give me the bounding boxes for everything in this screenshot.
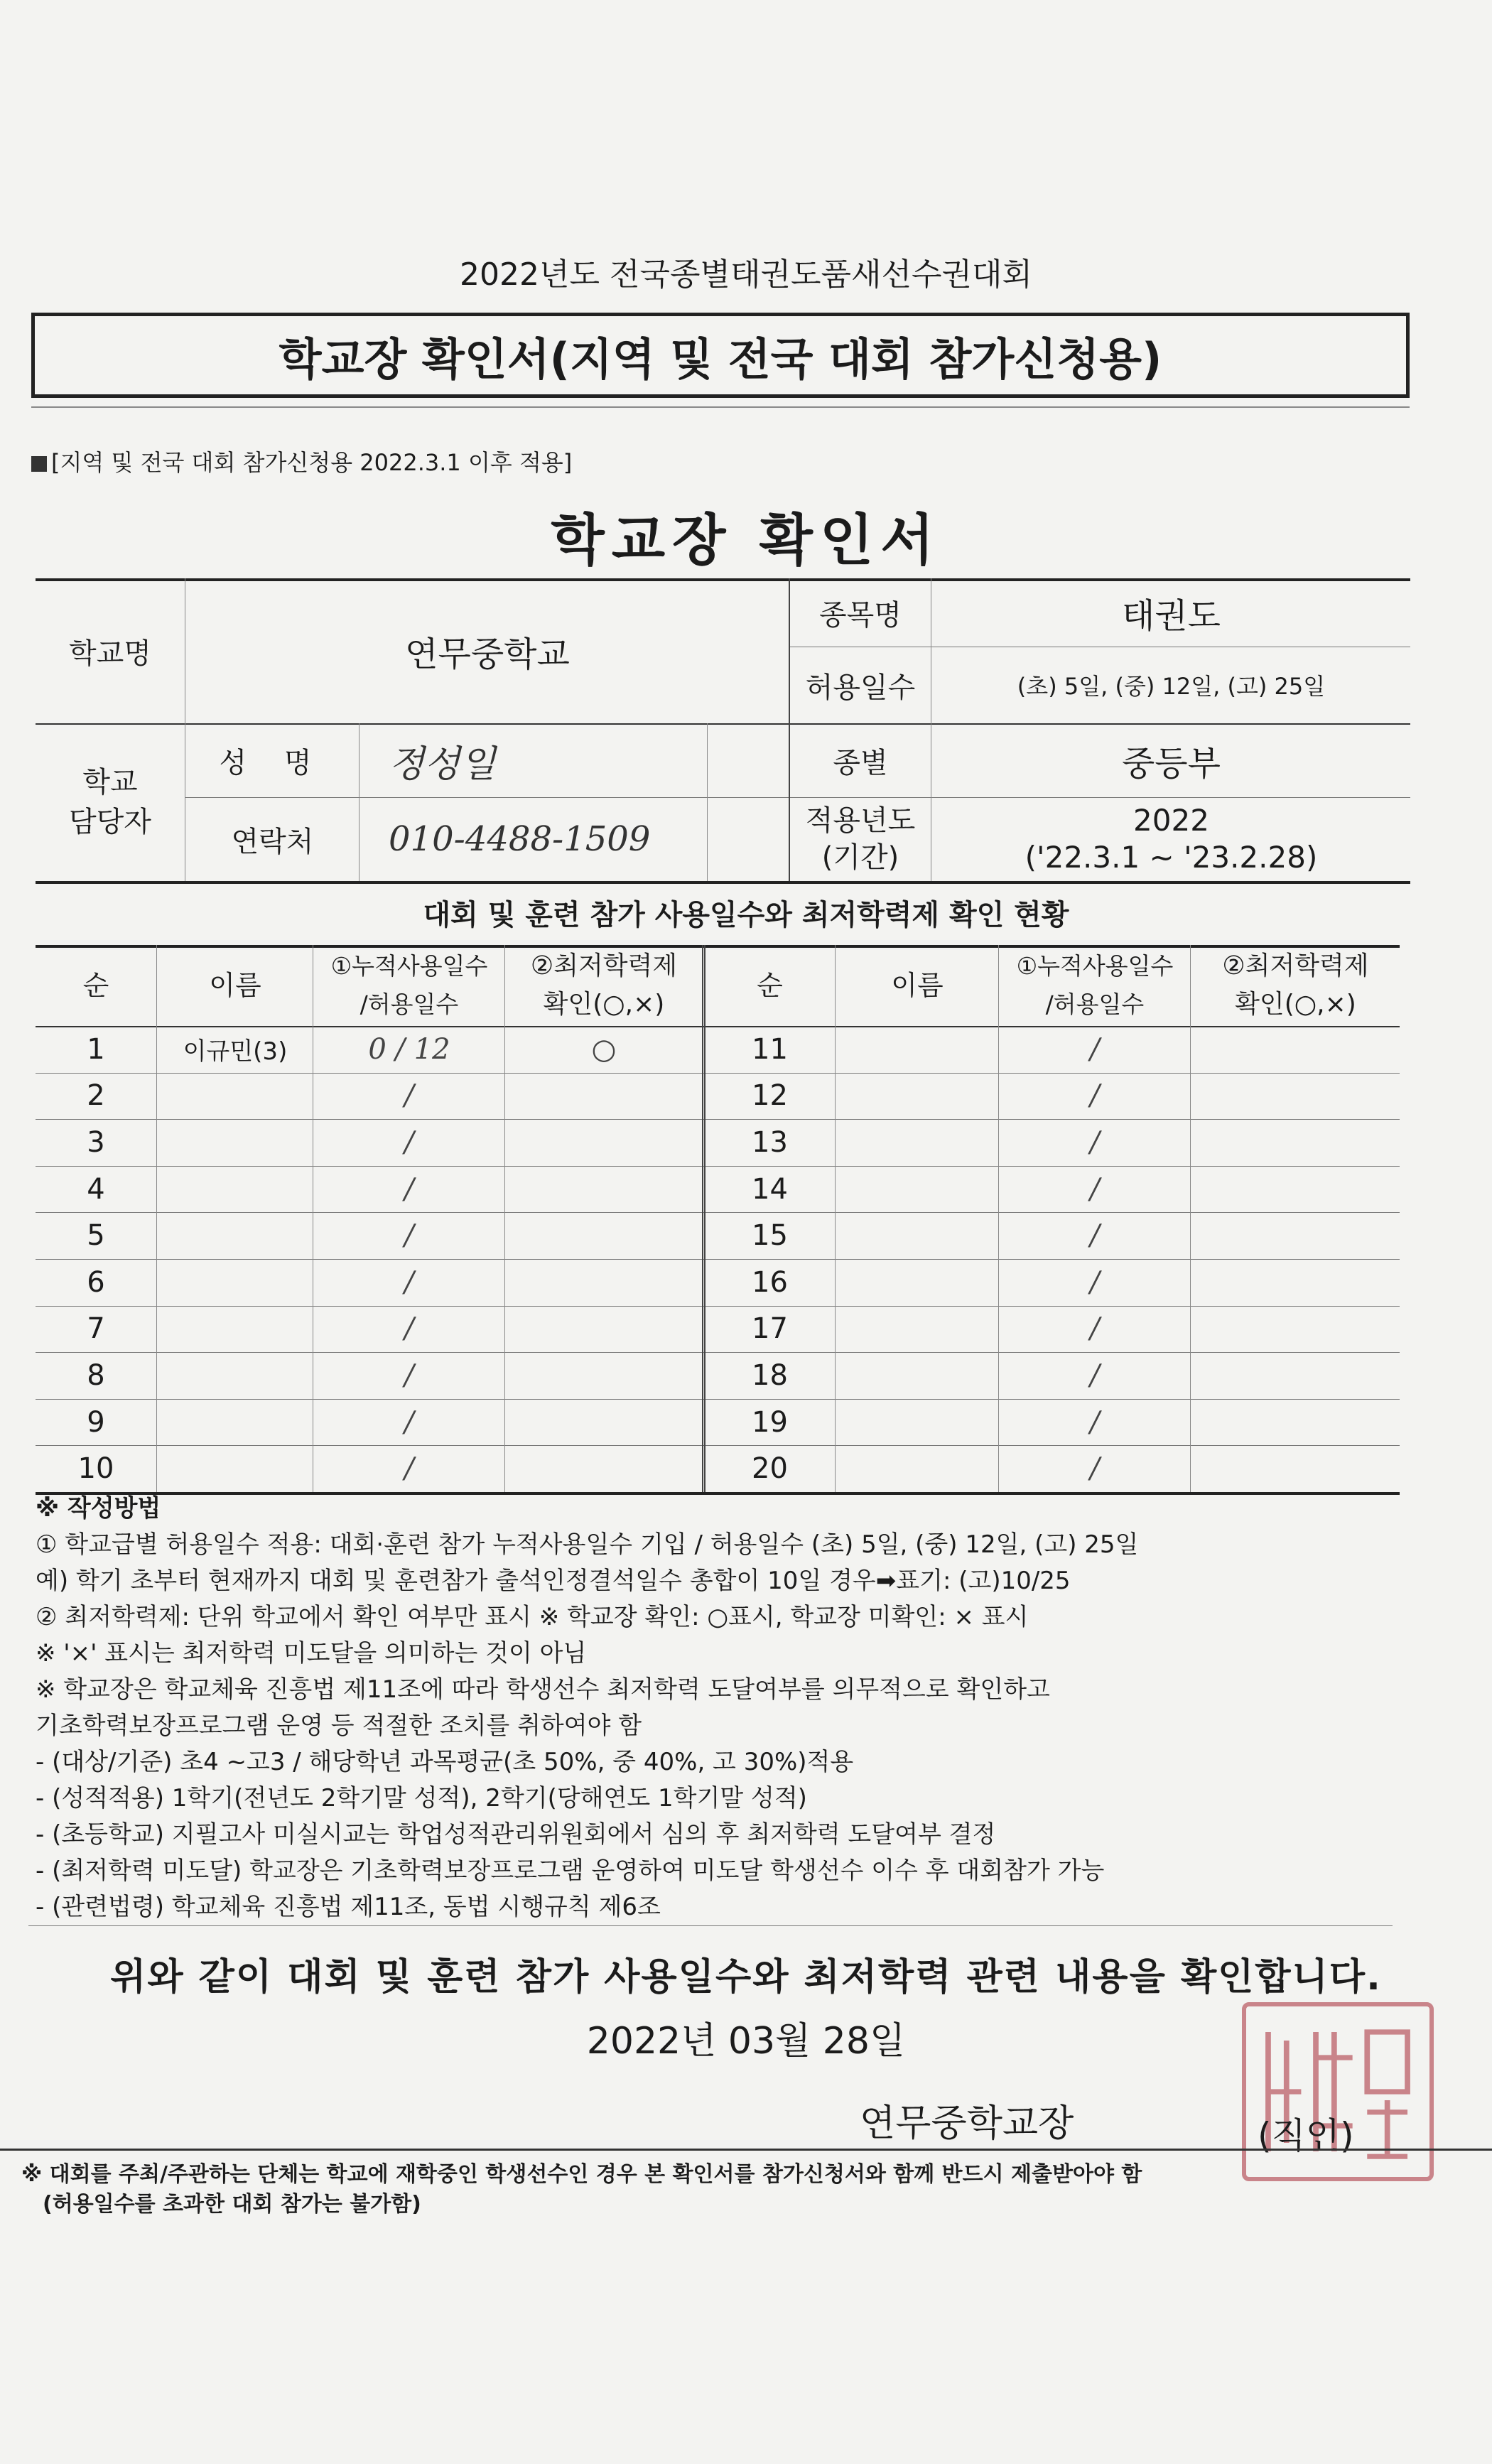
row-number: 8 <box>87 1358 105 1392</box>
student-name: 이규민(3) <box>183 1037 288 1066</box>
row-number: 7 <box>87 1312 105 1346</box>
contact-value: 010-4488-1509 <box>389 819 651 859</box>
student-name <box>836 1026 998 1073</box>
usage-days: / <box>404 1452 414 1486</box>
min-academic-check <box>506 1259 702 1306</box>
min-academic-check <box>1191 1166 1400 1213</box>
min-academic-check <box>506 1399 702 1446</box>
usage-days: / <box>404 1312 414 1346</box>
min-academic-check <box>506 1352 702 1399</box>
table-line <box>1190 945 1191 1492</box>
year-value: 2022 <box>1133 803 1209 838</box>
min-academic-check <box>506 1166 702 1213</box>
student-name <box>158 1352 313 1399</box>
row-number: 1 <box>87 1032 105 1066</box>
student-name <box>158 1073 313 1120</box>
usage-days: / <box>404 1079 414 1113</box>
usage-days: / <box>404 1219 414 1253</box>
footnote-line: ※ 대회를 주최/주관하는 단체는 학교에 재학중인 학생선수인 경우 본 확인서를 참가신청서와 함께 반드시 제출받아야 함 <box>21 2162 1142 2187</box>
instruction-line: 예) 학기 초부터 현재까지 대회 및 훈련참가 출석인정결석일수 총합이 10일 경우➡표기: (고)10/25 <box>36 1567 1071 1595</box>
min-academic-check <box>1191 1119 1400 1166</box>
student-name <box>836 1073 998 1120</box>
school-name-label: 학교명 <box>69 637 151 670</box>
row-number: 6 <box>87 1265 105 1299</box>
usage-days: / <box>404 1265 414 1299</box>
instructions-heading: ※ 작성방법 <box>36 1494 161 1523</box>
student-name <box>158 1166 313 1213</box>
usage-days: / <box>1090 1079 1100 1113</box>
principal-title: 연무중학교장 <box>860 2102 1074 2145</box>
student-name <box>158 1399 313 1446</box>
usage-days: / <box>404 1405 414 1439</box>
table-line <box>156 945 157 1492</box>
col-header-check: ②최저학력제 확인(○,×) <box>530 951 678 1019</box>
row-number: 16 <box>752 1265 788 1299</box>
manager-name-value: 정성일 <box>389 742 496 786</box>
student-name <box>836 1352 998 1399</box>
row-number: 20 <box>752 1452 788 1486</box>
col-header-days: ①누적사용일수 /허용일수 <box>1016 952 1174 1018</box>
col-header-no: 순 <box>82 970 109 1001</box>
min-academic-check <box>1191 1352 1400 1399</box>
min-academic-check <box>1191 1445 1400 1492</box>
table-line <box>998 945 999 1492</box>
min-academic-check: ○ <box>591 1032 617 1066</box>
student-name <box>836 1399 998 1446</box>
row-number: 14 <box>752 1172 788 1206</box>
allowed-days-value: (초) 5일, (중) 12일, (고) 25일 <box>1017 673 1326 700</box>
row-number: 12 <box>752 1079 788 1113</box>
instruction-line: 기초학력보장프로그램 운영 등 적절한 조치를 취하여야 함 <box>36 1712 642 1740</box>
grid-line <box>707 723 708 881</box>
instruction-line: - (대상/기준) 초4 ~고3 / 해당학년 과목평균(초 50%, 중 40%, 고 30%)적용 <box>36 1748 854 1776</box>
instruction-line: ※ 학교장은 학교체육 진흥법 제11조에 따라 학생선수 최저학력 도달여부를 의무적으로 확인하고 <box>36 1675 1050 1704</box>
confirmation-statement: 위와 같이 대회 및 훈련 참가 사용일수와 최저학력 관련 내용을 확인합니다. <box>110 1956 1382 1999</box>
student-name <box>158 1259 313 1306</box>
usage-days: / <box>1090 1219 1100 1253</box>
event-title: 2022년도 전국종별태권도품새선수권대회 <box>459 256 1033 293</box>
instruction-line: - (최저학력 미도달) 학교장은 기초학력보장프로그램 운영하여 미도달 학생선수 이수 후 대회참가 가능 <box>36 1857 1105 1885</box>
row-number: 3 <box>87 1125 105 1159</box>
issue-date: 2022년 03월 28일 <box>586 2020 906 2063</box>
grid-line <box>359 723 360 881</box>
student-name <box>836 1119 998 1166</box>
row-number: 10 <box>77 1452 114 1486</box>
row-number: 5 <box>87 1219 105 1253</box>
usage-days: / <box>1090 1452 1100 1486</box>
col-header-name: 이름 <box>891 970 944 1001</box>
instruction-line: - (초등학교) 지필고사 미실시교는 학업성적관리위원회에서 심의 후 최저학력 도달여부 결정 <box>36 1820 996 1849</box>
row-number: 9 <box>87 1405 105 1439</box>
min-academic-check <box>506 1212 702 1259</box>
instructions <box>36 1491 1464 1925</box>
school-name-value: 연무중학교 <box>405 634 570 674</box>
section-divider <box>28 1925 1393 1926</box>
student-name <box>836 1166 998 1213</box>
col-header-check: ②최저학력제 확인(○,×) <box>1222 951 1369 1019</box>
instruction-line: ① 학교급별 허용일수 적용: 대회·훈련 참가 누적사용일수 기입 / 허용일수 (초) 5일, (중) 12일, (고) 25일 <box>36 1530 1139 1559</box>
usage-days: / <box>1090 1312 1100 1346</box>
applicability-note: [지역 및 전국 대회 참가신청용 2022.3.1 이후 적용] <box>31 445 572 477</box>
min-academic-check <box>506 1445 702 1492</box>
min-academic-check <box>506 1119 702 1166</box>
col-header-no: 순 <box>757 970 783 1001</box>
table-caption: 대회 및 훈련 참가 사용일수와 최저학력제 확인 현황 <box>423 899 1069 931</box>
min-academic-check <box>1191 1259 1400 1306</box>
student-name <box>836 1306 998 1353</box>
row-number: 2 <box>87 1079 105 1113</box>
usage-days: / <box>1090 1265 1100 1299</box>
footnote-line: (허용일수를 초과한 대회 참가는 불가함) <box>43 2192 421 2217</box>
min-academic-check <box>1191 1212 1400 1259</box>
col-header-days: ①누적사용일수 /허용일수 <box>330 952 488 1018</box>
contact-label: 연락처 <box>231 825 314 858</box>
usage-days: / <box>1090 1125 1100 1159</box>
table-line <box>835 945 836 1492</box>
min-academic-check <box>506 1306 702 1353</box>
category-value: 중등부 <box>1121 743 1221 784</box>
event-label: 종목명 <box>819 598 902 632</box>
row-number: 19 <box>752 1405 788 1439</box>
manager-label: 학교 담당자 <box>69 766 151 838</box>
row-number: 4 <box>87 1172 105 1206</box>
min-academic-check <box>1191 1026 1400 1073</box>
student-name <box>158 1306 313 1353</box>
main-heading: 학교장 확인서 <box>551 509 941 573</box>
allowed-days-label: 허용일수 <box>805 671 916 704</box>
usage-days: / <box>1090 1405 1100 1439</box>
min-academic-check <box>1191 1306 1400 1353</box>
manager-name-label: 성 명 <box>219 746 326 779</box>
square-bullet-icon <box>31 456 47 472</box>
instruction-line: - (성적적용) 1학기(전년도 2학기말 성적), 2학기(당해연도 1학기말 성적) <box>36 1784 807 1812</box>
seal-label: (직인) <box>1258 2115 1354 2156</box>
footer-divider <box>0 2149 1492 2151</box>
min-academic-check <box>506 1073 702 1120</box>
row-number: 18 <box>752 1358 788 1392</box>
instruction-line: ② 최저학력제: 단위 학교에서 확인 여부만 표시 ※ 학교장 확인: ○표시, 학교장 미확인: × 표시 <box>36 1603 1029 1631</box>
year-label: 적용년도 (기간) <box>805 804 916 874</box>
usage-days: / <box>404 1125 414 1159</box>
student-name <box>158 1445 313 1492</box>
category-label: 종별 <box>833 746 888 779</box>
year-period: ('22.3.1 ~ '23.2.28) <box>1025 840 1318 875</box>
row-number: 11 <box>752 1032 788 1066</box>
grid-line <box>36 881 1410 884</box>
usage-days: / <box>1090 1358 1100 1392</box>
usage-days: / <box>404 1358 414 1392</box>
form-title-box: 학교장 확인서(지역 및 전국 대회 참가신청용) <box>31 313 1410 398</box>
row-number: 15 <box>752 1219 788 1253</box>
min-academic-check <box>1191 1399 1400 1446</box>
student-name <box>836 1259 998 1306</box>
student-name <box>158 1212 313 1259</box>
student-name <box>836 1212 998 1259</box>
table-line <box>504 945 505 1492</box>
event-value: 태권도 <box>1121 595 1221 636</box>
year-cell <box>932 797 1410 881</box>
min-academic-check <box>1191 1073 1400 1120</box>
footnote <box>21 2160 1478 2220</box>
instruction-line: ※ '×' 표시는 최저학력 미도달을 의미하는 것이 아님 <box>36 1639 587 1668</box>
row-number: 17 <box>752 1312 788 1346</box>
student-name <box>158 1119 313 1166</box>
row-number: 13 <box>752 1125 788 1159</box>
student-name <box>836 1445 998 1492</box>
instruction-line: - (관련법령) 학교체육 진흥법 제11조, 동법 시행규칙 제6조 <box>36 1893 661 1921</box>
usage-days: / <box>404 1172 414 1206</box>
title-divider <box>31 406 1410 408</box>
usage-days: / <box>1090 1032 1100 1066</box>
usage-days: 0 / 12 <box>368 1032 450 1066</box>
col-header-name: 이름 <box>209 970 261 1001</box>
usage-days: / <box>1090 1172 1100 1206</box>
